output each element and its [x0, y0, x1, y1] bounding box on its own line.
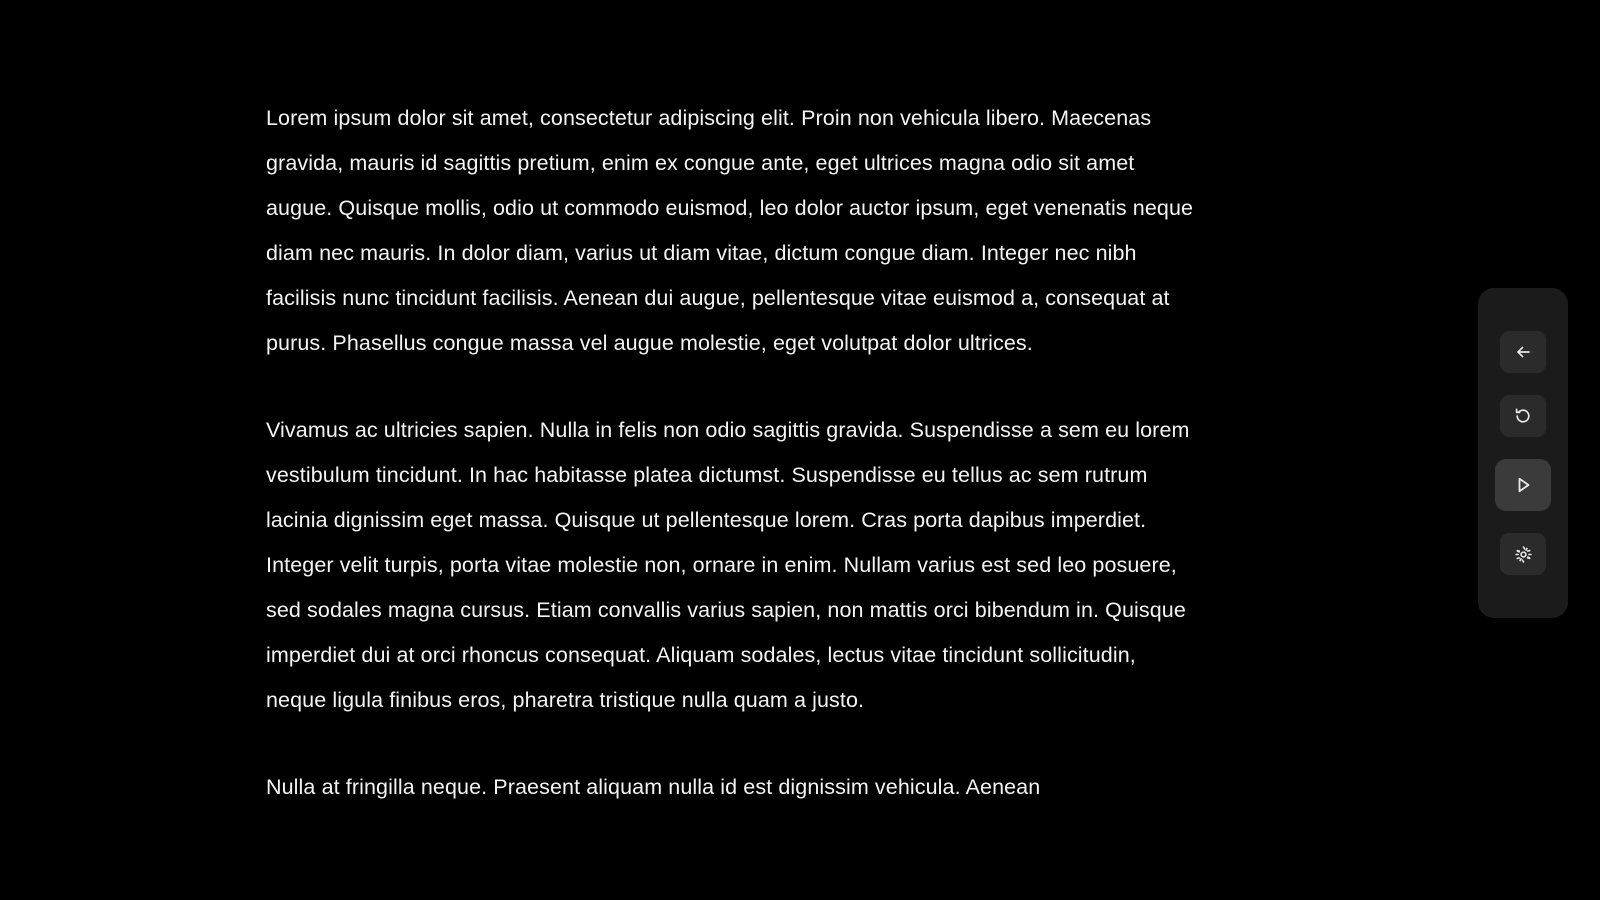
paragraph: Nulla at fringilla neque. Praesent aliquam nulla id est dignissim vehicula. Aenean [266, 775, 1041, 799]
reload-button[interactable] [1500, 395, 1546, 437]
arrow-left-icon [1513, 342, 1533, 362]
play-button[interactable] [1495, 459, 1551, 511]
rotate-ccw-icon [1513, 406, 1533, 426]
play-icon [1512, 474, 1534, 496]
back-button[interactable] [1500, 331, 1546, 373]
floating-toolbar [1478, 288, 1568, 618]
paragraph: Vivamus ac ultricies sapien. Nulla in felis non odio sagittis gravida. Suspendisse a sem eu lorem vestibulum tincidunt. In hac habitasse platea dictumst. Suspendisse eu tellus ac sem rutrum lacinia dignissim eget massa. Quisque ut pellentesque lorem. Cras porta dapibus imperdiet. Integer velit turpis, porta vitae molestie non, ornare in enim. Nullam varius est sed leo posuere, sed sodales magna cursus. Etiam convallis varius sapien, non mattis orci bibendum in. Quisque imperdiet dui at orci rhoncus consequat. Aliquam sodales, lectus vitae tincidunt sollicitudin, neque ligula finibus eros, pharetra tristique nulla quam a justo. [266, 418, 1190, 712]
paragraph: Lorem ipsum dolor sit amet, consectetur adipiscing elit. Proin non vehicula libero. Maecenas gravida, mauris id sagittis pretium, enim ex congue ante, eget ultrices magna odio sit amet augue. Quisque mollis, odio ut commodo euismod, leo dolor auctor ipsum, eget venenatis neque diam nec mauris. In dolor diam, varius ut diam vitae, dictum congue diam. Integer nec nibh facilisis nunc tincidunt facilisis. Aenean dui augue, pellentesque vitae euismod a, consequat at purus. Phasellus congue massa vel augue molestie, eget volutpat dolor ultrices. [266, 106, 1194, 355]
document-content [266, 96, 1196, 810]
settings-button[interactable] [1500, 533, 1546, 575]
gear-icon [1514, 545, 1533, 564]
